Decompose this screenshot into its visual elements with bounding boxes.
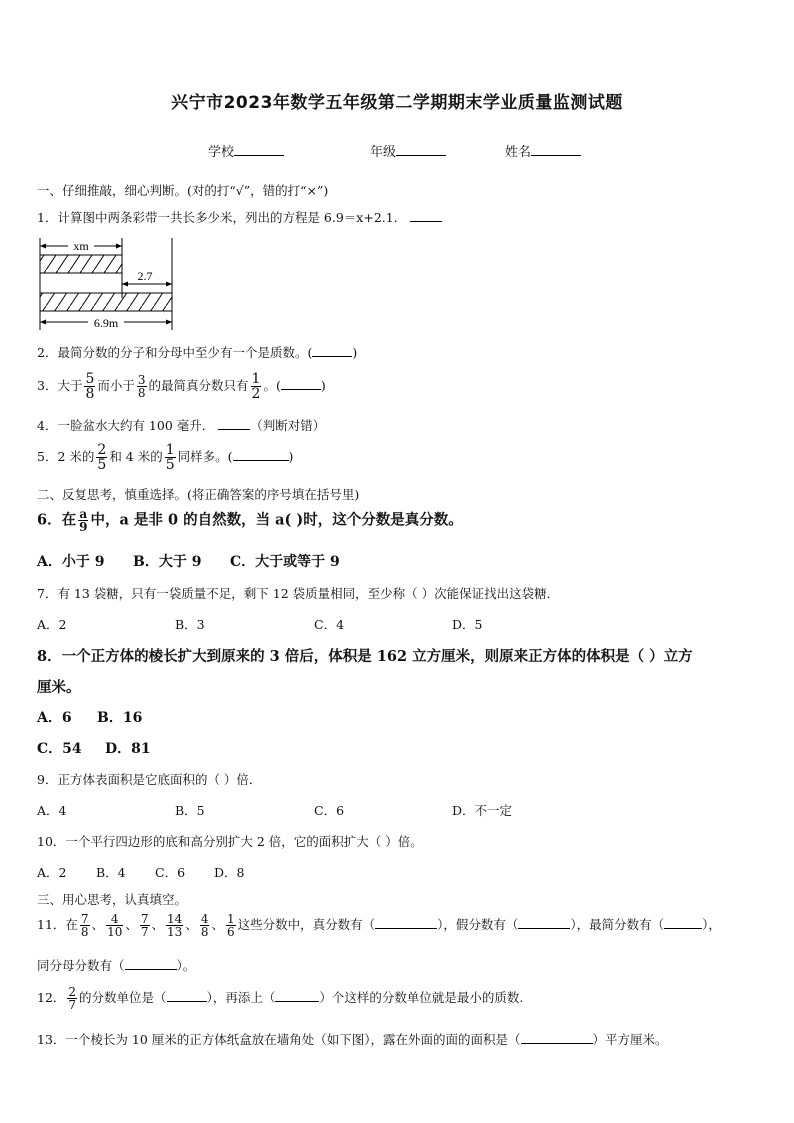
top-dimension-label: xm <box>73 239 89 253</box>
q13-end: ）平方厘米。 <box>592 1032 668 1047</box>
q1-answer-blank[interactable] <box>410 221 442 222</box>
q11-proper-blank[interactable] <box>375 928 437 929</box>
section-1-heading: 一、仔细推敲，细心判断。(对的打“√”，错的打“×”) <box>37 183 329 198</box>
name-blank[interactable] <box>531 155 581 156</box>
q13-text: 13．一个棱长为 10 厘米的正方体纸盒放在墙角处（如下图），露在外面的面的面积是（ <box>37 1032 521 1047</box>
q9-option-d[interactable]: D．不一定 <box>452 803 513 818</box>
question-6 <box>37 508 463 533</box>
q7-option-c[interactable]: C．4 <box>314 617 345 632</box>
grade-field[interactable] <box>370 141 446 160</box>
q11-mid2: ），假分数有（ <box>437 917 519 932</box>
q6-option-b[interactable]: B．大于 9 <box>133 554 202 570</box>
fraction-2-7: $\frac{2}{7}$ <box>68 985 77 1012</box>
q2-end: ) <box>352 345 358 360</box>
page-title: 兴宁市2023年数学五年级第二学期期末学业质量监测试题 <box>171 93 623 113</box>
q6-option-a[interactable]: A．小于 9 <box>37 554 105 570</box>
q12-unit-blank[interactable] <box>167 1001 207 1002</box>
q9-option-c[interactable]: C．6 <box>314 803 345 818</box>
question-7: 7．有 13 袋糖，只有一袋质量不足，剩下 12 袋质量相同，至少称（ ）次能保证找出这袋糖． <box>37 586 560 601</box>
fraction-14-13: $\frac{14}{13}$ <box>167 912 183 939</box>
q11-improper-blank[interactable] <box>518 928 570 929</box>
fraction-7-8: $\frac{7}{8}$ <box>80 912 89 939</box>
fraction-4-10: $\frac{4}{10}$ <box>107 912 123 939</box>
q6-option-c[interactable]: C．大于或等于 9 <box>230 554 340 570</box>
fraction-2-5: $\frac{2}{5}$ <box>97 442 107 473</box>
q3-suffix: 。( <box>263 378 281 393</box>
question-8-line-1: 8．一个正方体的棱长扩大到原来的 3 倍后，体积是 162 立方厘米，则原来正方体的体积是（ ）立方 <box>37 648 693 665</box>
q3-end: ) <box>320 378 326 393</box>
q11-mid3: ），最简分数有（ <box>570 917 665 932</box>
question-5 <box>37 443 293 472</box>
q3-answer-blank[interactable] <box>281 389 321 390</box>
question-2 <box>37 343 357 361</box>
grade-blank[interactable] <box>396 155 446 156</box>
name-label: 姓名 <box>505 145 532 160</box>
q13-answer-blank[interactable] <box>521 1043 593 1044</box>
q12-suffix: ）个这样的分数单位就是最小的质数. <box>319 990 524 1005</box>
question-4 <box>37 416 325 434</box>
grade-label: 年级 <box>370 145 397 160</box>
school-blank[interactable] <box>234 155 284 156</box>
q11-end2: ）。 <box>176 958 196 973</box>
q5-prefix: 5．2 米的 <box>37 449 95 464</box>
q12-count-blank[interactable] <box>275 1001 319 1002</box>
q7-option-d[interactable]: D．5 <box>452 617 483 632</box>
q5-mid: 和 4 米的 <box>109 449 163 464</box>
q10-option-d[interactable]: D．8 <box>214 865 245 880</box>
q12-prefix: 12． <box>37 990 66 1005</box>
q10-option-b[interactable]: B．4 <box>96 865 126 880</box>
q11-line2: 同分母分数有（ <box>37 958 125 973</box>
q7-option-b[interactable]: B．3 <box>175 617 205 632</box>
fraction-1-6: $\frac{1}{6}$ <box>226 912 235 939</box>
question-8-line-2: 厘米。 <box>37 679 81 696</box>
q8-option-c[interactable]: C．54 <box>37 741 82 757</box>
section-3-heading: 三、用心思考，认真填空。 <box>37 892 188 907</box>
q10-option-c[interactable]: C．6 <box>155 865 186 880</box>
q11-mid: 这些分数中，真分数有（ <box>237 917 376 932</box>
section-2-heading: 二、反复思考，慎重选择。(将正确答案的序号填在括号里) <box>37 487 360 502</box>
q3-mid2: 的最简真分数只有 <box>148 378 249 393</box>
q11-same-denominator-blank[interactable] <box>125 969 177 970</box>
q1-text: 1．计算图中两条彩带一共长多少米，列出的方程是 6.9＝x+2.1． <box>37 210 407 225</box>
q10-option-a[interactable]: A．2 <box>37 865 67 880</box>
q3-prefix: 3．大于 <box>37 378 83 393</box>
q12-mid: 的分数单位是（ <box>79 990 167 1005</box>
fraction-5-8: $\frac{5}{8}$ <box>85 371 95 402</box>
q8-option-b[interactable]: B．16 <box>97 710 143 726</box>
question-3 <box>37 372 326 401</box>
question-11-line-2 <box>37 956 195 974</box>
question-10: 10．一个平行四边形的底和高分别扩大 2 倍，它的面积扩大（ ）倍。 <box>37 834 423 849</box>
school-field[interactable] <box>208 141 284 160</box>
q9-option-b[interactable]: B．5 <box>175 803 205 818</box>
question-11-line-1: 11．在 $\frac{7}{8}$ 、 $\frac{4}{10}$ 、 $\frac{7}{7}$ 、 $\frac{14}{13}$ 、 $\frac{4}{8}$ 、 $\frac{1}{6}$ 这些分数中，真分数有（ ），假分数有（ ），最简分数有（ ）， <box>37 912 721 939</box>
q11-prefix: 11．在 <box>37 917 78 932</box>
q5-suffix: 同样多。( <box>177 449 233 464</box>
name-field[interactable] <box>505 141 581 160</box>
q3-mid: 而小于 <box>97 378 135 393</box>
fraction-1-5: $\frac{1}{5}$ <box>165 442 175 473</box>
fraction-4-8: $\frac{4}{8}$ <box>200 912 209 939</box>
short-ribbon <box>40 255 122 273</box>
ribbon-diagram <box>34 234 180 332</box>
q8-option-d[interactable]: D．81 <box>105 741 151 757</box>
q2-text: 2．最简分数的分子和分母中至少有一个是质数。( <box>37 345 313 360</box>
q5-answer-blank[interactable] <box>233 460 289 461</box>
fraction-3-8: $\frac{3}{8}$ <box>137 373 146 400</box>
q8-option-a[interactable]: A．6 <box>37 710 72 726</box>
question-12 <box>37 986 523 1011</box>
q11-simplest-blank[interactable] <box>664 928 702 929</box>
bottom-dimension-label: 6.9m <box>93 316 119 330</box>
q2-answer-blank[interactable] <box>312 356 352 357</box>
question-9: 9．正方体表面积是它底面积的（ ）倍． <box>37 772 262 787</box>
fraction-7-7: $\frac{7}{7}$ <box>140 912 149 939</box>
q4-end: （判断对错） <box>250 418 326 433</box>
q5-end: ) <box>288 449 294 464</box>
long-ribbon <box>40 293 172 311</box>
q9-option-a[interactable]: A．4 <box>37 803 67 818</box>
q6-prefix: 6．在 <box>37 511 77 529</box>
q6-suffix: 中，a 是非 0 的自然数，当 a( )时，这个分数是真分数。 <box>90 511 463 529</box>
question-1 <box>37 208 442 226</box>
middle-dimension-label: 2.7 <box>137 269 153 283</box>
question-13 <box>37 1030 668 1048</box>
q12-mid2: ），再添上（ <box>206 990 276 1005</box>
school-label: 学校 <box>208 145 235 160</box>
fraction-1-2: $\frac{1}{2}$ <box>251 371 261 402</box>
fraction-a-9: $\frac{a}{9}$ <box>79 507 88 534</box>
q7-option-a[interactable]: A．2 <box>37 617 67 632</box>
q4-answer-blank[interactable] <box>218 429 250 430</box>
q4-text: 4．一脸盆水大约有 100 毫升． <box>37 418 215 433</box>
q11-end1: ）， <box>702 917 721 932</box>
